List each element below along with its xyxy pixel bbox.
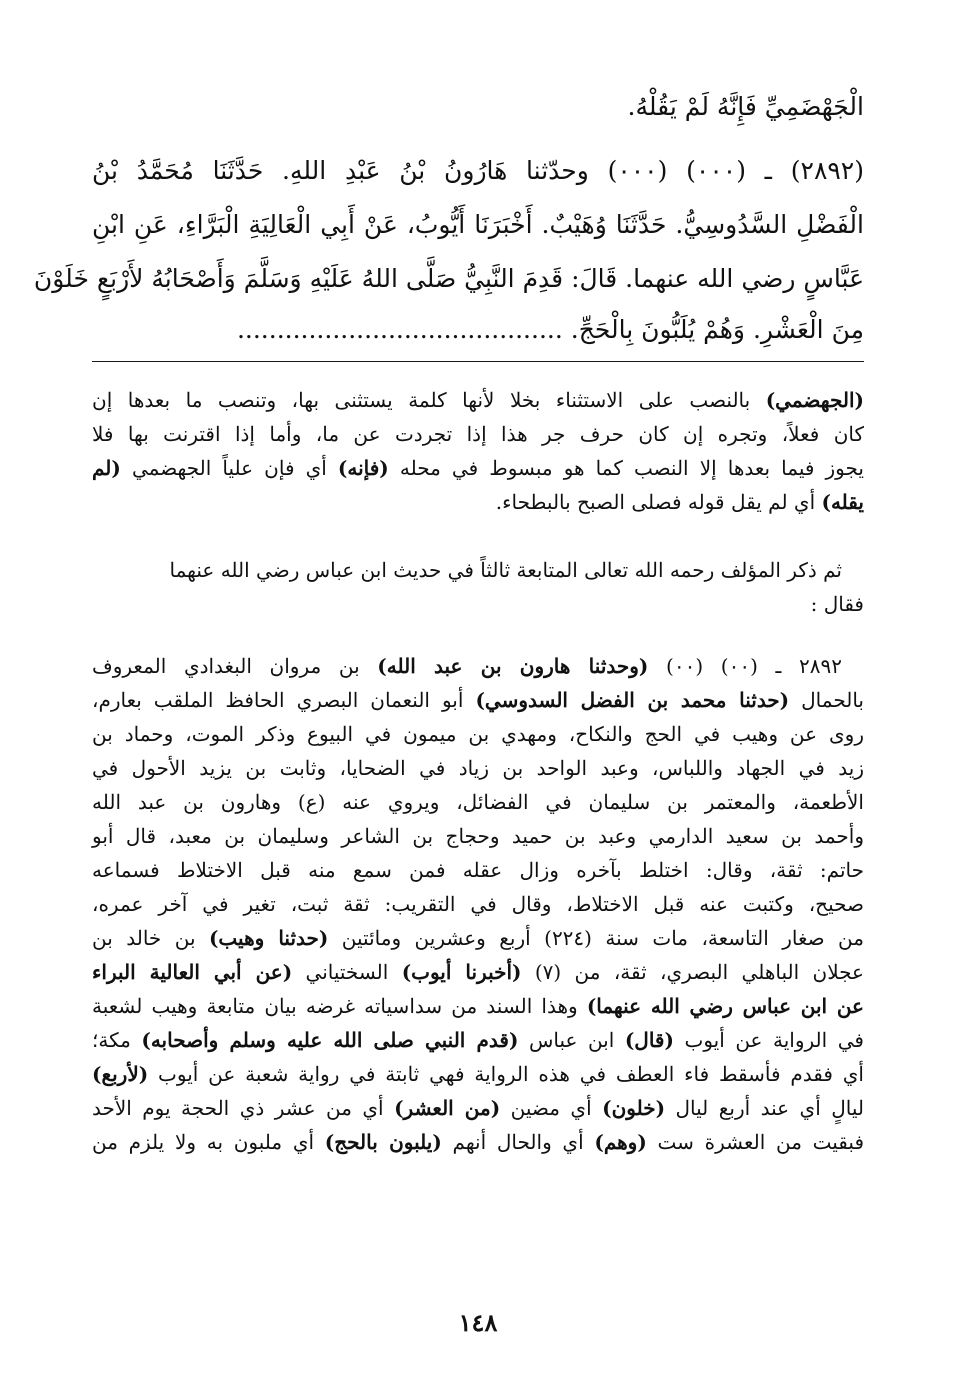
commentary-p3-line-10 bbox=[92, 958, 864, 986]
hadith-line-5-text: مِنَ الْعَشْرِ. وَهُمْ يُلَبُّونَ بِالْحَجِّ. bbox=[570, 315, 864, 344]
bold-phrase: (من العشر) bbox=[394, 1096, 501, 1120]
commentary-p3-line-4: زيد في الجهاد واللباس، وعبد الواحد بن زياد في الضحايا، وثابت بن يزيد الأحول في bbox=[92, 756, 864, 780]
bold-phrase: (وهم) bbox=[594, 1130, 647, 1154]
page-number: ١٤٨ bbox=[458, 1308, 498, 1337]
bold-phrase: (حدثنا وهيب) bbox=[208, 926, 329, 950]
commentary-p3-line-7: حاتم: ثقة، وقال: اختلط بآخره وزال عقله فمن سمع منه قبل الاختلاط فسماعه bbox=[92, 858, 864, 882]
bold-phrase: (الجهضمي) bbox=[765, 388, 864, 412]
hadith-line-3: الْفَضْلِ السَّدُوسِيُّ. حَدَّثَنَا وُهَيْبٌ. أَخْبَرَنَا أَيُّوبُ، عَنْ أَبِي الْعَالِيَةِ الْبَرَّاءِ، عَنِ ابْنِ bbox=[92, 210, 864, 239]
section-divider bbox=[92, 361, 864, 362]
commentary-p1-line-2 bbox=[92, 420, 864, 448]
commentary-p3-line-6: وأحمد بن سعيد الدارمي وعبد بن حميد وحجاج بن الشاعر وسليمان بن معبد، قال أبو bbox=[92, 824, 864, 848]
plain-text: أي ملبون به ولا يلزم من bbox=[92, 1130, 325, 1154]
plain-text: أي مضين bbox=[500, 1096, 603, 1120]
plain-text: أي لم يقل قوله فصلى الصبح بالبطحاء. bbox=[495, 490, 822, 514]
hadith-dots: ......................................... bbox=[236, 315, 563, 344]
plain-text: كان فعلاً، وتجره إن كان حرف جر هذا إذا تجردت عن ما، وأما إذا اقترنت بها فلا bbox=[92, 422, 864, 446]
plain-text: بن مروان البغدادي المعروف bbox=[92, 654, 378, 678]
hadith-line-1: الْجَهْضَمِيِّ فَإِنَّهُ لَمْ يَقُلْهُ. bbox=[627, 92, 864, 121]
plain-text: أي من عشر ذي الحجة يوم الأحد bbox=[92, 1096, 395, 1120]
commentary-p3-line-5: الأطعمة، والمعتمر بن سليمان في الفضائل، ويروي عنه (ع) وهارون بن عبد الله bbox=[92, 790, 864, 814]
commentary-p3-line-3: روى عن وهيب في الحج والنكاح، ومهدي بن ميمون في البيوع وذكر الموت، وحماد بن bbox=[92, 722, 864, 746]
bold-phrase: (لم bbox=[92, 456, 121, 480]
plain-text: مكة؛ bbox=[92, 1028, 142, 1052]
plain-text: بالنصب على الاستثناء بخلا لأنها كلمة يستثنى بها، وتنصب ما بعدها إن bbox=[92, 388, 766, 412]
plain-text: فبقيت من العشرة ست bbox=[646, 1130, 865, 1154]
bold-phrase: (قال) bbox=[624, 1028, 674, 1052]
bold-phrase: (عن أبي العالية البراء bbox=[92, 960, 293, 984]
bold-phrase: (أخبرنا أيوب) bbox=[401, 960, 522, 984]
bold-phrase: (قدم النبي صلى الله عليه وسلم وأصحابه) bbox=[141, 1028, 519, 1052]
plain-text: ليالٍ أي عند أربع ليال bbox=[665, 1096, 864, 1120]
plain-text: بالحمال bbox=[789, 688, 864, 712]
plain-text: في الرواية عن أيوب bbox=[673, 1028, 864, 1052]
hadith-line-2: (٢٨٩٢) ـ (٠٠٠) (٠٠٠) وحدّثنا هَارُونُ بْنُ عَبْدِ اللهِ. حَدَّثَنَا مُحَمَّدُ بْنُ bbox=[92, 156, 864, 185]
book-page bbox=[33, 90, 865, 1350]
commentary-p3-line-14 bbox=[92, 1094, 864, 1122]
commentary-p1-line-4 bbox=[92, 488, 864, 516]
plain-text: ابن عباس bbox=[518, 1028, 625, 1052]
commentary-p3-line-2 bbox=[92, 686, 864, 714]
commentary-p2-line-2: فقال : bbox=[810, 592, 864, 616]
plain-text: أي والحال أنهم bbox=[441, 1130, 595, 1154]
hadith-line-5 bbox=[92, 315, 864, 345]
plain-text: أي فقدم فأسقط فاء العطف في هذه الرواية فهي ثابتة في رواية شعبة عن أيوب bbox=[148, 1062, 864, 1086]
bold-phrase: (يلبون بالحج) bbox=[324, 1130, 442, 1154]
plain-text: بن خالد بن bbox=[92, 926, 209, 950]
plain-text: عجلان الباهلي البصري، ثقة، من (٧) bbox=[521, 960, 864, 984]
plain-text: أي فإن علياً الجهضمي bbox=[120, 456, 338, 480]
hadith-text-block bbox=[33, 90, 864, 358]
commentary-p3-line-11 bbox=[92, 992, 864, 1020]
commentary-p1-line-1 bbox=[92, 386, 864, 414]
bold-phrase: (فإنه) bbox=[337, 456, 389, 480]
bold-phrase: عن ابن عباس رضي الله عنهما) bbox=[586, 994, 864, 1018]
bold-phrase: (لأربع) bbox=[92, 1062, 149, 1086]
bold-phrase: يقله) bbox=[821, 490, 864, 514]
plain-text: يجوز فيما بعدها إلا النصب كما هو مبسوط في محله bbox=[388, 456, 864, 480]
commentary-p3-line-9 bbox=[92, 924, 864, 952]
plain-text: من صغار التاسعة، مات سنة (٢٢٤) أربع وعشرين ومائتين bbox=[328, 926, 864, 950]
commentary-p3-line-15 bbox=[92, 1128, 864, 1156]
commentary-p1-line-3 bbox=[92, 454, 864, 482]
plain-text: ٢٨٩٢ ـ (٠٠) (٠٠) bbox=[648, 654, 843, 678]
commentary-p2-line-1: ثم ذكر المؤلف رحمه الله تعالى المتابعة ثالثاً في حديث ابن عباس رضي الله عنهما bbox=[169, 558, 842, 582]
bold-phrase: (خلون) bbox=[602, 1096, 666, 1120]
commentary-p3-line-8: صحيح، وكتبت عنه قبل الاختلاط، وقال في التقريب: ثقة ثبت، تغير في آخر عمره، bbox=[92, 892, 864, 916]
plain-text: السختياني bbox=[292, 960, 402, 984]
plain-text: وهذا السند من سداسياته غرضه بيان متابعة وهيب لشعبة bbox=[92, 994, 587, 1018]
commentary-p3-line-12 bbox=[92, 1026, 864, 1054]
plain-text: أبو النعمان البصري الحافظ الملقب بعارم، bbox=[92, 688, 476, 712]
hadith-line-4: عَبَّاسٍ رضي الله عنهما. قَالَ: قَدِمَ النَّبِيُّ صَلَّى اللهُ عَلَيْهِ وَسَلَّمَ وَأَصْحَابُهُ لأَرْبَعٍ خَلَوْنَ bbox=[33, 264, 864, 293]
bold-phrase: (حدثنا محمد بن الفضل السدوسي) bbox=[475, 688, 790, 712]
commentary-p3-line-13 bbox=[92, 1060, 864, 1088]
commentary-p3-line-1 bbox=[92, 652, 842, 680]
bold-phrase: (وحدثنا هارون بن عبد الله) bbox=[377, 654, 649, 678]
